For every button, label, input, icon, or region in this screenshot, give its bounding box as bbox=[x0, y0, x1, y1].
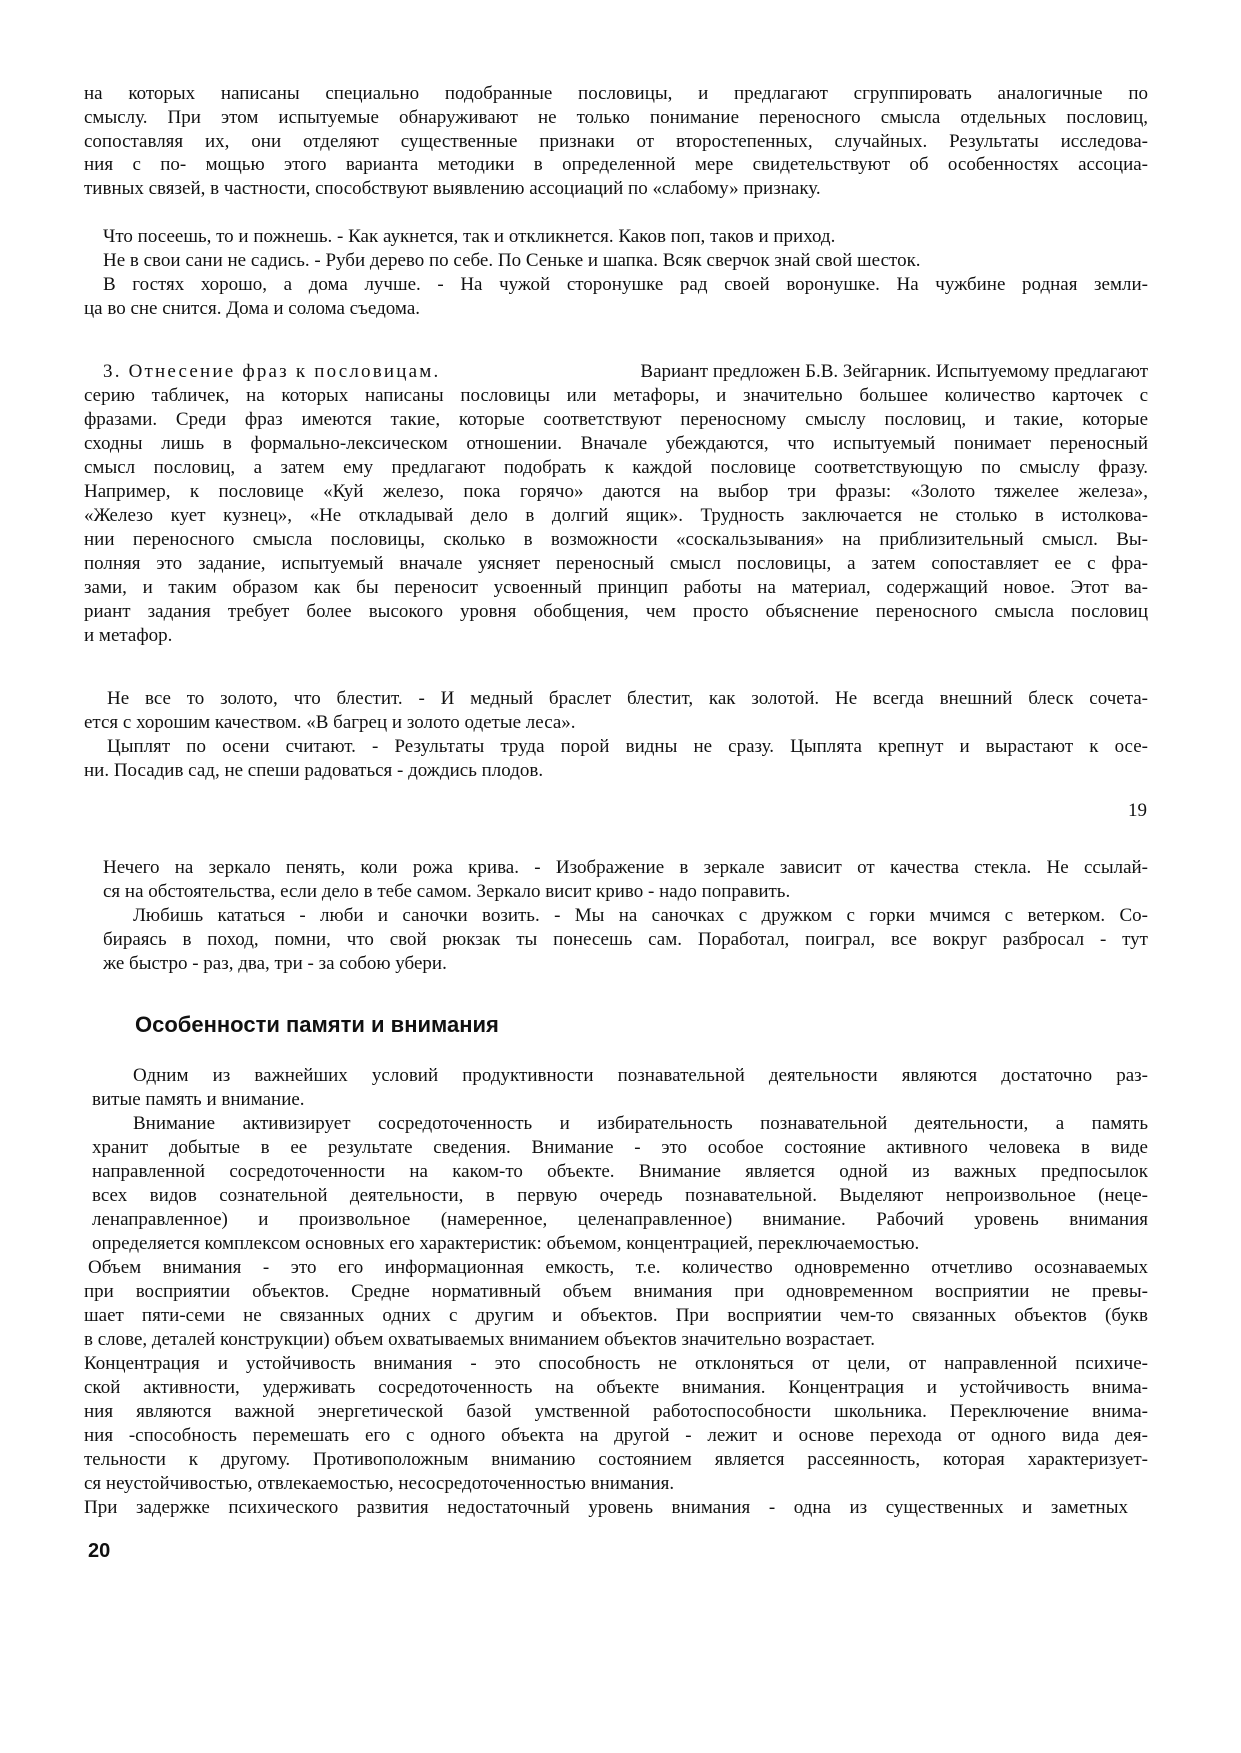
text-line: Концентрация и устойчивость внимания - это способность не отклоняться от цели, от направленной психиче- bbox=[84, 1353, 1148, 1374]
text-line: ской активности, удерживать сосредоточенность на объекте внимания. Концентрация и устойчивость внима- bbox=[84, 1377, 1148, 1398]
text-line: смыслу. При этом испытуемые обнаруживают не только понимание переносного смысла отдельных пословиц, bbox=[84, 107, 1148, 128]
text-line: риант задания требует более высокого уровня обобщения, чем просто объяснение переносного смысла пословиц bbox=[84, 601, 1148, 622]
text-line: определяется комплексом основных его характеристик: объемом, концентрацией, переключаемостью. bbox=[92, 1233, 920, 1254]
text-line: Одним из важнейших условий продуктивности познавательной деятельности являются достаточно раз- bbox=[133, 1065, 1148, 1086]
text-line: При задержке психического развития недостаточный уровень внимания - одна из существенных и заметных bbox=[84, 1497, 1128, 1518]
text-line: Объем внимания - это его информационная емкость, т.е. количество одновременно отчетливо осознаваемых bbox=[88, 1257, 1148, 1278]
text-line: зами, и таким образом как бы переносит усвоенный принцип работы на материал, содержащий новое. Этот ва- bbox=[84, 577, 1148, 598]
text-line: фразами. Среди фраз имеются такие, которые соответствуют переносному смыслу пословиц, и такие, которые bbox=[84, 409, 1148, 430]
proverb-line: ни. Посадив сад, не спеши радоваться - дождись плодов. bbox=[84, 760, 544, 781]
proverb-line: Что посеешь, то и пожнешь. - Как аукнется, так и откликнется. Каков поп, таков и приход. bbox=[103, 226, 836, 247]
text-line: ния -способность перемешать его с одного объекта на другой - лежит и основе перехода от одного вида дея- bbox=[84, 1425, 1148, 1446]
section-heading: Особенности памяти и внимания bbox=[135, 1012, 499, 1037]
text-line: ния с по- мощью этого варианта методики в определенной мере свидетельствуют об особенностях ассоциа- bbox=[84, 154, 1148, 175]
text-line: всех видов сознательной деятельности, в первую очередь познавательной. Выделяют непроизвольное (неце- bbox=[92, 1185, 1148, 1206]
text-line: ленаправленное) и произвольное (намеренное, целенаправленное) внимание. Рабочий уровень внимания bbox=[92, 1209, 1148, 1230]
proverb-line: Не все то золото, что блестит. - И медный браслет блестит, как золотой. Не всегда внешний блеск сочета- bbox=[107, 688, 1148, 709]
text-line: витые память и внимание. bbox=[92, 1089, 305, 1110]
section-lead: 3. Отнесение фраз к пословицам. bbox=[103, 361, 441, 382]
text-line: тивных связей, в частности, способствуют выявлению ассоциаций по «слабому» признаку. bbox=[84, 178, 821, 199]
proverb-line: Любишь кататься - люби и саночки возить. - Мы на саночках с дружком с горки мчимся с ветерком. Со- bbox=[133, 905, 1148, 926]
text-line: Внимание активизирует сосредоточенность и избирательность познавательной деятельности, а память bbox=[133, 1113, 1148, 1134]
proverb-line: Нечего на зеркало пенять, коли рожа крива. - Изображение в зеркале зависит от качества стекла. Не ссылай- bbox=[103, 857, 1148, 878]
proverb-line: же быстро - раз, два, три - за собою убери. bbox=[103, 953, 447, 974]
text-line: сходны лишь в формально-лексическом отношении. Вначале убеждаются, что испытуемый понимает переносный bbox=[84, 433, 1148, 454]
text-line: направленной сосредоточенности на каком-то объекте. Внимание является одной из важных предпосылок bbox=[92, 1161, 1148, 1182]
text-line bbox=[103, 360, 1148, 383]
proverb-line: Не в свои сани не садись. - Руби дерево по себе. По Сеньке и шапка. Всяк сверчок знай свой шесток. bbox=[103, 250, 921, 271]
text-line: «Железо кует кузнец», «Не откладывай дело в долгий ящик». Трудность заключается не столько в истолкова- bbox=[84, 505, 1148, 526]
proverb-line: ся на обстоятельства, если дело в тебе самом. Зеркало висит криво - надо поправить. bbox=[103, 881, 791, 902]
text-line: при восприятии объектов. Средне нормативный объем внимания при одновременном восприятии не превы- bbox=[84, 1281, 1148, 1302]
proverb-line: ется с хорошим качеством. «В багрец и золото одетые леса». bbox=[84, 712, 576, 733]
text-line: ся неустойчивостью, отвлекаемостью, несосредоточенностью внимания. bbox=[84, 1473, 675, 1494]
text-line: сопоставляя их, они отделяют существенные признаки от второстепенных, случайных. Результаты исследова- bbox=[84, 131, 1148, 152]
text-line: Например, к пословице «Куй железо, пока горячо» даются на выбор три фразы: «Золото тяжелее железа», bbox=[84, 481, 1148, 502]
text-line: серию табличек, на которых написаны пословицы или метафоры, и значительно большее количество карточек с bbox=[84, 385, 1148, 406]
page-number-19: 19 bbox=[1128, 800, 1147, 821]
text-line: нии переносного смысла пословицы, сколько в возможности «соскальзывания» на приблизительный смысл. Вы- bbox=[84, 529, 1148, 550]
text-line: смысл пословиц, а затем ему предлагают подобрать к каждой пословице соответствующую по смыслу фразу. bbox=[84, 457, 1148, 478]
text-line: в слове, деталей конструкции) объем охватываемых вниманием объектов значительно возрастает. bbox=[84, 1329, 876, 1350]
proverb-line: бираясь в поход, помни, что свой рюкзак ты понесешь сам. Поработал, поиграл, все вокруг разбросал - тут bbox=[103, 929, 1148, 950]
proverb-line: В гостях хорошо, а дома лучше. - На чужой сторонушке рад своей воронушке. На чужбине родная земли- bbox=[103, 274, 1148, 295]
text-line: полняя это задание, испытуемый вначале уясняет переносный смысл пословицы, а затем сопоставляет ее с фра- bbox=[84, 553, 1148, 574]
proverb-line: ца во сне снится. Дома и солома съедома. bbox=[84, 298, 420, 319]
page-number-20: 20 bbox=[88, 1540, 111, 1562]
proverb-line: Цыплят по осени считают. - Результаты труда порой видны не сразу. Цыплята крепнут и вырастают к осе- bbox=[107, 736, 1148, 757]
text-line: на которых написаны специально подобранные пословицы, и предлагают сгруппировать аналогичные по bbox=[84, 83, 1148, 104]
text-line: шает пяти-семи не связанных одних с другим и объектов. При восприятии чем-то связанных объектов (букв bbox=[84, 1305, 1148, 1326]
text-line: тельности к другому. Противоположным вниманию состоянием является рассеянность, которая характеризует- bbox=[84, 1449, 1148, 1470]
section-lead-rest: Вариант предложен Б.В. Зейгарник. Испытуемому предлагают bbox=[640, 361, 1148, 382]
text-line: хранит добытые в ее результате сведения. Внимание - это особое состояние активного человека в виде bbox=[92, 1137, 1148, 1158]
text-line: ния являются важной энергетической базой умственной работоспособности школьника. Переключение внима- bbox=[84, 1401, 1148, 1422]
text-line: и метафор. bbox=[84, 625, 173, 646]
